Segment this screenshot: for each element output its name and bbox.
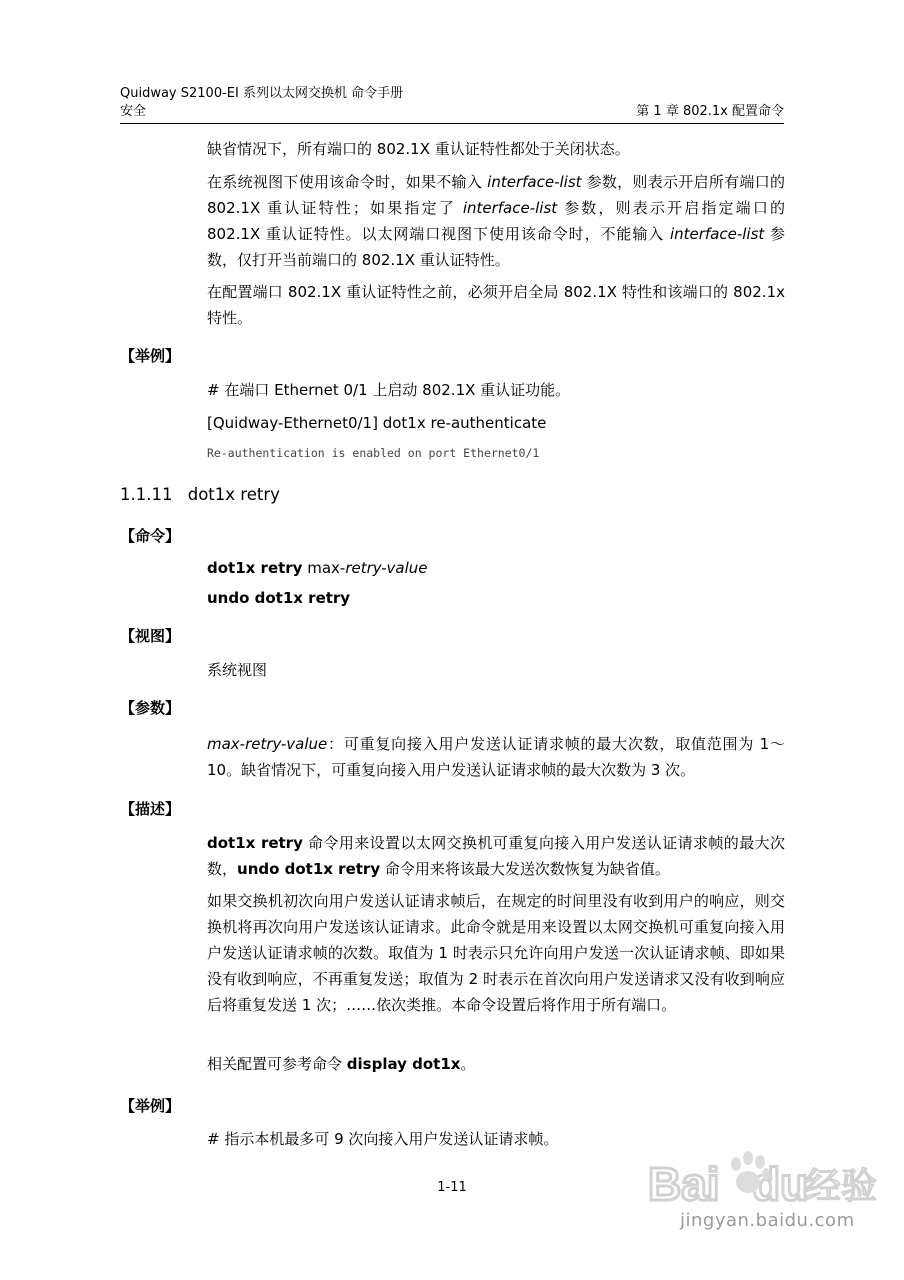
intro-paragraph-3: 在配置端口 802.1X 重认证特性之前，必须开启全局 802.1X 特性和该端口的 802.1x 特性。	[207, 283, 785, 327]
example-label: 【举例】	[120, 347, 181, 365]
section-title: dot1x retry	[187, 485, 280, 504]
description-paragraph-1: dot1x retry 命令用来设置以太网交换机可重复向接入用户发送认证请求帧的最大次数，undo dot1x retry 命令用来将该最大发送次数恢复为缺省值。	[207, 834, 785, 878]
svg-text:经验: 经验	[805, 1166, 878, 1207]
example2-label: 【举例】	[120, 1097, 181, 1115]
view-text: 系统视图	[207, 661, 268, 679]
running-header-row	[120, 104, 784, 120]
description-paragraph-3: 相关配置可参考命令 display dot1x。	[207, 1055, 476, 1073]
params-label: 【参数】	[120, 699, 181, 717]
svg-text:Bai: Bai	[648, 1158, 720, 1210]
running-header-chapter: 第 1 章 802.1x 配置命令	[636, 104, 784, 119]
intro-paragraph-1: 缺省情况下，所有端口的 802.1X 重认证特性都处于关闭状态。	[207, 140, 630, 158]
undo-command-syntax: undo dot1x retry	[207, 589, 351, 607]
header-divider	[120, 123, 784, 124]
example-comment: # 在端口 Ethernet 0/1 上启动 802.1X 重认证功能。	[207, 381, 571, 399]
svg-text:du: du	[752, 1158, 809, 1210]
running-header-category: 安全	[120, 104, 147, 119]
params-description: max-retry-value：可重复向接入用户发送认证请求帧的最大次数，取值范围为 1～10。缺省情况下，可重复向接入用户发送认证请求帧的最大次数为 3 次。	[207, 735, 785, 779]
section-heading	[120, 484, 280, 506]
running-header-title: Quidway S2100-EI 系列以太网交换机 命令手册	[120, 86, 404, 101]
description-label: 【描述】	[120, 800, 181, 818]
example-output: Re-authentication is enabled on port Ethernet0/1	[207, 446, 540, 460]
example2-comment: # 指示本机最多可 9 次向接入用户发送认证请求帧。	[207, 1130, 559, 1148]
example-command: [Quidway-Ethernet0/1] dot1x re-authenticate	[207, 414, 547, 432]
watermark-url: jingyan.baidu.com	[680, 1210, 855, 1231]
view-label: 【视图】	[120, 627, 181, 645]
description-paragraph-2: 如果交换机初次向用户发送认证请求帧后，在规定的时间里没有收到用户的响应，则交换机将再次向用户发送该认证请求。此命令就是用来设置以太网交换机可重复向接入用户发送认证请求帧的次数。取值为 1 时表示只允许向用户发送一次认证请求帧、即如果没有收到响应，不再重复发送；取值为 2 时表示在首次向用户发送请求又没有收到响应后将重复发送 1 次；……依次类推。本命令设置后将作用于所有端口。	[207, 892, 785, 1014]
command-label: 【命令】	[120, 527, 181, 545]
intro-paragraph-2: 在系统视图下使用该命令时，如果不输入 interface-list 参数，则表示开启所有端口的 802.1X 重认证特性；如果指定了 interface-list 参数，则表示开启指定端口的 802.1X 重认证特性。以太网端口视图下使用该命令时，不能输入 interface-list 参数，仅打开当前端口的 802.1X 重认证特性。	[207, 173, 785, 269]
baidu-watermark-logo	[640, 1138, 880, 1268]
section-number: 1.1.11	[120, 485, 173, 504]
command-syntax: dot1x retry max-retry-value	[207, 559, 428, 577]
page-number: 1-11	[437, 1180, 467, 1195]
